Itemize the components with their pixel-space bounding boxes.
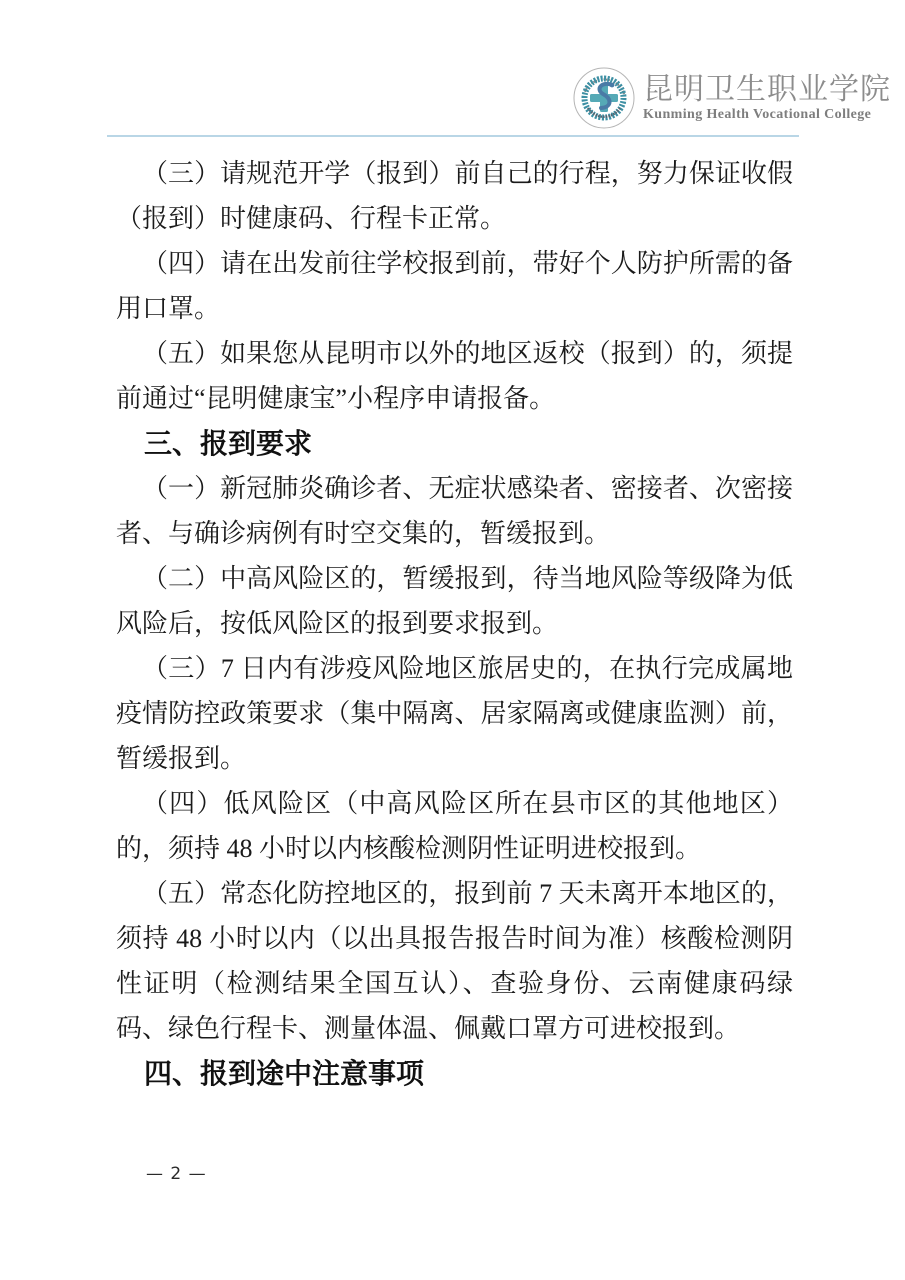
brand-text — [643, 66, 891, 123]
document-body — [116, 151, 793, 1096]
page-number: — 2 — — [146, 1164, 207, 1184]
paragraph-req2-mid-high-risk: （二）中高风险区的，暂缓报到，待当地风险等级降为低风险后，按低风险区的报到要求报到。 — [116, 564, 793, 638]
paragraph-req3-7day-history: （三）7 日内有涉疫风险地区旅居史的，在执行完成属地疫情防控政策要求（集中隔离、居家隔离或健康监测）前，暂缓报到。 — [116, 654, 793, 773]
section-heading-4-enroute-notes: 四、报到途中注意事项 — [144, 1058, 425, 1089]
header-brand — [572, 66, 891, 130]
paragraph-req4-low-risk: （四）低风险区（中高风险区所在县市区的其他地区）的，须持 48 小时以内核酸检测阴性证明进校报到。 — [116, 789, 793, 863]
paragraph-item4-masks: （四）请在出发前往学校报到前，带好个人防护所需的备用口罩。 — [116, 249, 793, 323]
section-heading-3-requirements: 三、报到要求 — [144, 428, 313, 459]
header-divider — [107, 135, 799, 137]
paragraph-item5-report-miniprogram: （五）如果您从昆明市以外的地区返校（报到）的，须提前通过“昆明健康宝”小程序申请报备。 — [116, 339, 793, 413]
college-name-calligraphy: 昆明卫生职业学院 — [643, 72, 891, 107]
paragraph-item3-travel: （三）请规范开学（报到）前自己的行程，努力保证收假（报到）时健康码、行程卡正常。 — [116, 159, 793, 233]
college-name-english: Kunming Health Vocational College — [643, 107, 872, 122]
paragraph-req5-normalized-areas: （五）常态化防控地区的，报到前 7 天未离开本地区的，须持 48 小时以内（以出具报告报告时间为准）核酸检测阴性证明（检测结果全国互认）、查验身份、云南健康码绿码、绿色行程卡、测量体温、佩戴口罩方可进校报到。 — [116, 879, 793, 1043]
paragraph-req1-confirmed-cases: （一）新冠肺炎确诊者、无症状感染者、密接者、次密接者、与确诊病例有时空交集的，暂缓报到。 — [116, 474, 793, 548]
college-seal-icon — [572, 66, 636, 130]
